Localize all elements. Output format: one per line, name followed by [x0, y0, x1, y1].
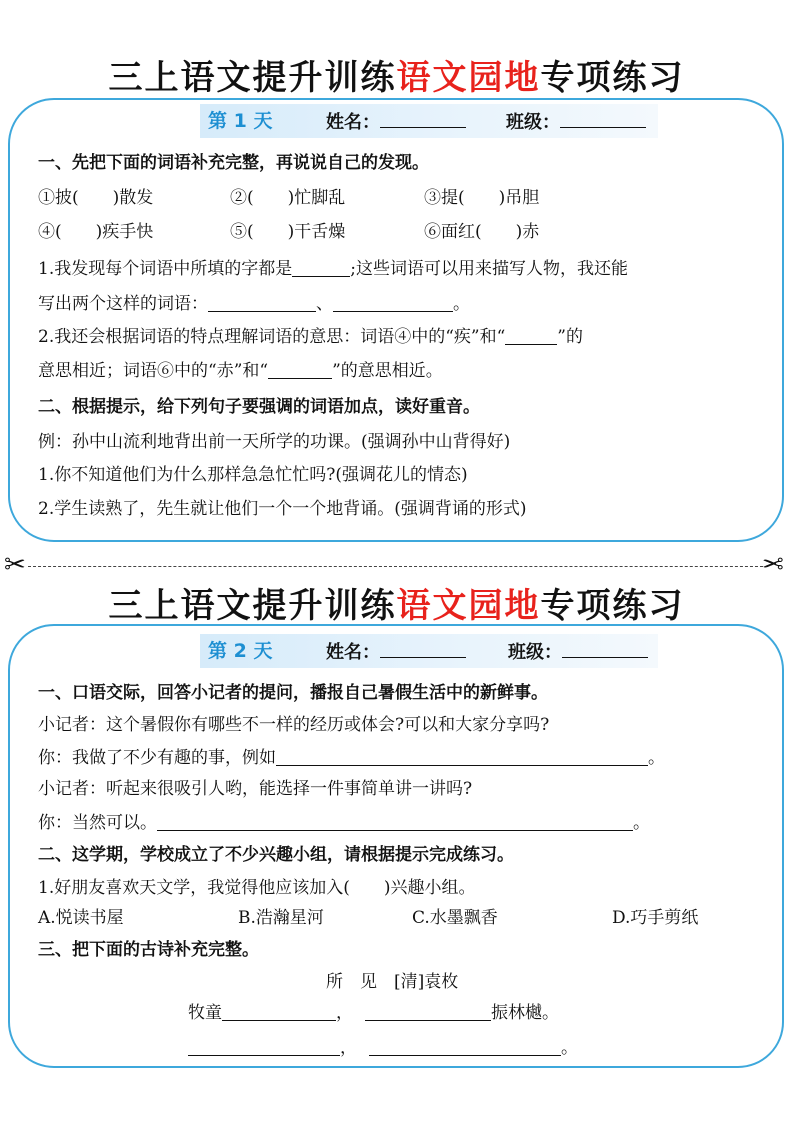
- scissors-icon: ✂: [762, 550, 784, 580]
- class-blank[interactable]: [562, 657, 648, 658]
- name-blank[interactable]: [380, 127, 466, 128]
- name-blank[interactable]: [380, 657, 466, 658]
- day1-q1-s1-line1: 1.我发现每个词语中所填的字都是 ;这些词语可以用来描写人物，我还能: [38, 259, 628, 279]
- day2-name-field[interactable]: [326, 636, 466, 670]
- title-suffix: 专项练习: [540, 58, 685, 98]
- answer-blank[interactable]: [276, 747, 648, 766]
- day1-class-field[interactable]: [506, 106, 646, 140]
- worksheet-title-1: [0, 50, 793, 99]
- day1-word-2[interactable]: ②( )忙脚乱: [230, 188, 346, 208]
- day2-option-c[interactable]: C.水墨飘香: [412, 908, 498, 928]
- day1-word-3[interactable]: ③提( )吊胆: [424, 188, 540, 208]
- poem-title: 所 见 [清]袁枚: [326, 972, 459, 992]
- day2-answer-line-1: 你：我做了不少有趣的事，例如 。: [38, 748, 665, 768]
- day1-q1-s1-line2: 写出两个这样的词语： 、 。: [38, 294, 470, 314]
- day2-option-a[interactable]: A.悦读书屋: [38, 908, 124, 928]
- poem-line-2: ， 。: [188, 1036, 578, 1060]
- answer-blank[interactable]: [222, 1002, 336, 1021]
- class-label: 班级：: [506, 112, 560, 133]
- title-prefix: 三上语文提升训练: [108, 58, 397, 98]
- cut-line: [28, 566, 768, 567]
- answer-blank[interactable]: [369, 1037, 561, 1056]
- day1-q2-sentence-2[interactable]: 2.学生读熟了，先生就让他们一个一个地背诵。(强调背诵的形式): [38, 499, 527, 519]
- day1-q2-heading: 二、根据提示，给下列句子要强调的词语加点，读好重音。: [38, 397, 480, 417]
- day2-reporter-line-1: 小记者：这个暑假你有哪些不一样的经历或体会?可以和大家分享吗?: [38, 715, 550, 735]
- day1-q1-s2-line2: 意思相近；词语⑥中的“赤”和“ ”的意思相近。: [38, 361, 443, 381]
- poem-line-1: 牧童 ， 振林樾。: [188, 1003, 559, 1023]
- answer-blank[interactable]: [188, 1037, 340, 1056]
- day2-option-d[interactable]: D.巧手剪纸: [612, 908, 699, 928]
- answer-blank[interactable]: [333, 293, 453, 312]
- day1-name-field[interactable]: [326, 106, 466, 140]
- day2-reporter-line-2: 小记者：听起来很吸引人哟，能选择一件事简单讲一讲吗?: [38, 779, 473, 799]
- day1-word-5[interactable]: ⑤( )干舌燥: [230, 222, 346, 242]
- day2-option-b[interactable]: B.浩瀚星河: [238, 908, 324, 928]
- day1-word-1[interactable]: ①披( )散发: [38, 188, 154, 208]
- day1-q2-sentence-1[interactable]: 1.你不知道他们为什么那样急急忙忙吗?(强调花儿的情态): [38, 465, 468, 485]
- title-prefix: 三上语文提升训练: [108, 586, 397, 626]
- class-blank[interactable]: [560, 127, 646, 128]
- answer-blank[interactable]: [365, 1002, 491, 1021]
- day2-label: 第 2 天: [208, 640, 273, 662]
- class-label: 班级：: [508, 642, 562, 663]
- day1-word-4[interactable]: ④( )疾手快: [38, 222, 154, 242]
- title-highlight: 语文园地: [396, 586, 541, 626]
- title-highlight: 语文园地: [396, 58, 541, 98]
- day2-q2-heading: 二、这学期，学校成立了不少兴趣小组，请根据提示完成练习。: [38, 845, 514, 865]
- day2-class-field[interactable]: [508, 636, 648, 670]
- answer-blank[interactable]: [157, 812, 633, 831]
- day1-label: 第 1 天: [208, 110, 273, 132]
- name-label: 姓名：: [326, 112, 380, 133]
- day2-q1-heading: 一、口语交际，回答小记者的提问，播报自己暑假生活中的新鲜事。: [38, 683, 548, 703]
- day1-word-6[interactable]: ⑥面红( )赤: [424, 222, 540, 242]
- day2-answer-line-2: 你：当然可以。 。: [38, 813, 650, 833]
- answer-blank[interactable]: [505, 326, 557, 345]
- answer-blank[interactable]: [292, 258, 350, 277]
- answer-blank[interactable]: [268, 360, 332, 379]
- day1-q1-s2-line1: 2.我还会根据词语的特点理解词语的意思：词语④中的“疾”和“ ”的: [38, 327, 583, 347]
- worksheet-title-2: [0, 578, 793, 627]
- day1-q1-heading: 一、先把下面的词语补充完整，再说说自己的发现。: [38, 153, 429, 173]
- day1-q2-example: 例：孙中山流利地背出前一天所学的功课。(强调孙中山背得好): [38, 432, 511, 452]
- day2-q2-sentence: 1.好朋友喜欢天文学，我觉得他应该加入( )兴趣小组。: [38, 878, 476, 898]
- answer-blank[interactable]: [208, 293, 316, 312]
- title-suffix: 专项练习: [540, 586, 685, 626]
- scissors-icon: ✂: [4, 550, 26, 580]
- name-label: 姓名：: [326, 642, 380, 663]
- day2-q3-heading: 三、把下面的古诗补充完整。: [38, 940, 259, 960]
